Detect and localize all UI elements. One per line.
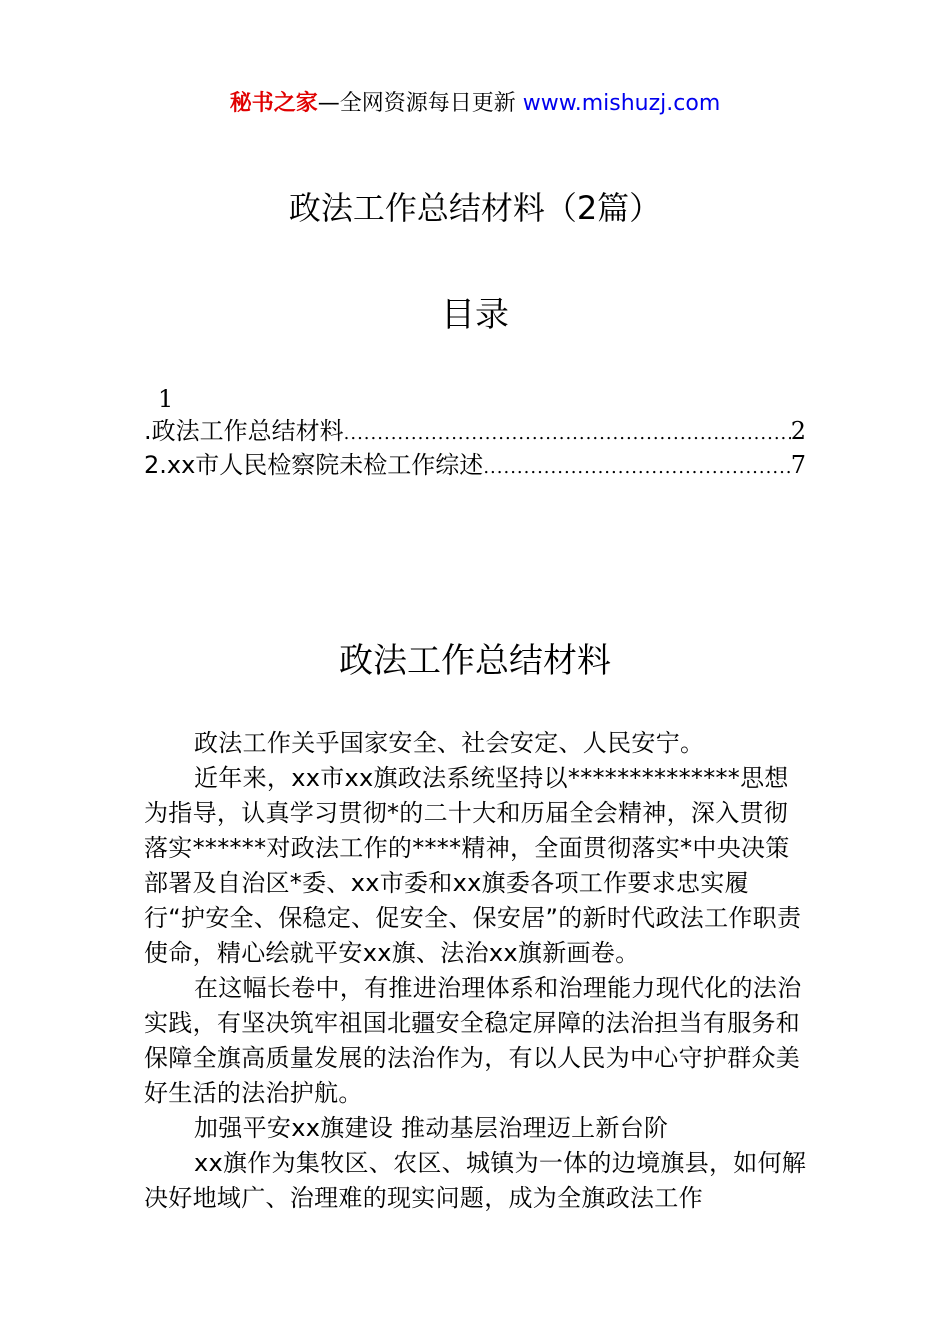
toc-leader-dots bbox=[483, 448, 790, 485]
table-of-contents bbox=[144, 384, 806, 482]
toc-entry-page: 7 bbox=[790, 451, 806, 479]
body-paragraph: 政法工作关乎国家安全、社会安定、人民安宁。 bbox=[194, 729, 705, 757]
section-body bbox=[144, 726, 810, 1216]
section-title: 政法工作总结材料 bbox=[339, 641, 611, 681]
toc-entry-text: 2.xx市人民检察院未检工作综述 bbox=[144, 451, 484, 479]
site-link[interactable]: www.mishuzj.com bbox=[522, 91, 721, 116]
body-paragraph: 在这幅长卷中，有推进治理体系和治理能力现代化的法治实践，有坚决筑牢祖国北疆安全稳定屏障的法治担当有服务和保障全旗高质量发展的法治作为，有以人民为中心守护群众美好生活的法治护航。 bbox=[144, 974, 802, 1107]
toc-leader-dots bbox=[344, 414, 791, 451]
toc-entry-text: .政法工作总结材料 bbox=[144, 417, 344, 445]
body-paragraph: xx旗作为集牧区、农区、城镇为一体的边境旗县，如何解决好地域广、治理难的现实问题，成为全旗政法工作 bbox=[144, 1149, 807, 1212]
toc-heading: 目录 bbox=[441, 295, 509, 335]
brand-name: 秘书之家 bbox=[229, 91, 318, 116]
toc-entry-number: 1 bbox=[158, 385, 174, 413]
body-paragraph: 近年来，xx市xx旗政法系统坚持以**************思想为指导，认真学习贯彻*的二十大和历届全会精神，深入贯彻落实******对政法工作的****精神，全面贯彻落实*中央决策部署及自治区*委、xx市委和xx旗委各项工作要求忠实履行“护安全、保稳定、促安全、保安居”的新时代政法工作职责使命，精心绘就平安xx旗、法治xx旗新画卷。 bbox=[144, 764, 802, 967]
body-subheading: 加强平安xx旗建设 推动基层治理迈上新台阶 bbox=[194, 1114, 669, 1142]
toc-entry-1[interactable] bbox=[144, 414, 806, 448]
document-title: 政法工作总结材料（2篇） bbox=[288, 189, 662, 227]
toc-entry-2[interactable] bbox=[144, 448, 806, 482]
site-header bbox=[0, 88, 950, 120]
toc-entry-page: 2 bbox=[790, 417, 806, 445]
header-slogan: —全网资源每日更新 bbox=[317, 91, 523, 116]
